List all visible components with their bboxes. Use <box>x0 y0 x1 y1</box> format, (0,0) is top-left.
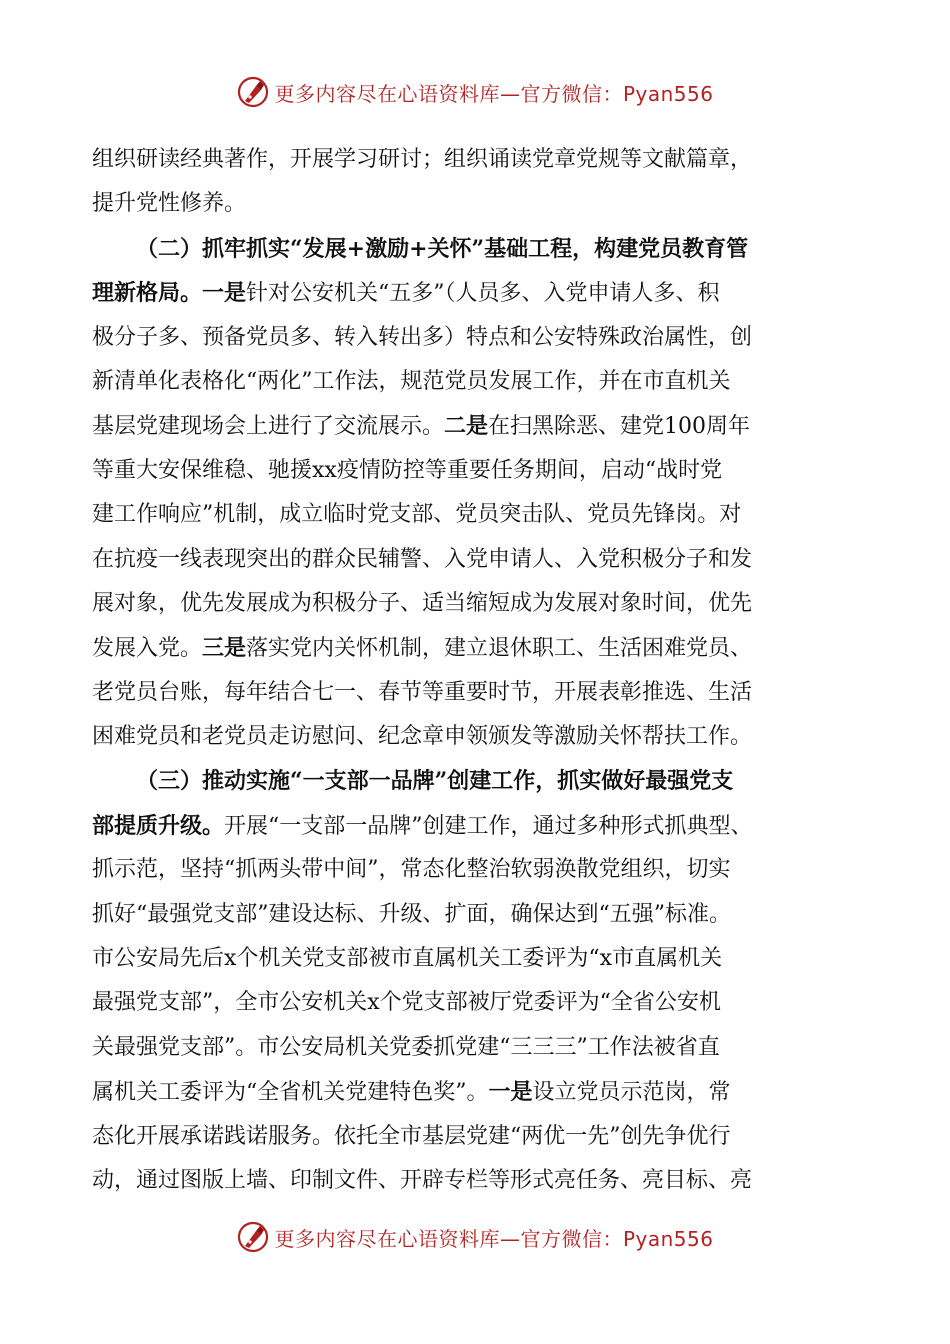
bold-text-segment: 二是 <box>444 413 489 440</box>
text-segment: 极分子多、预备党员多、转入转出多）特点和公安特殊政治属性，创 <box>92 324 753 350</box>
text-line <box>92 227 872 271</box>
text-segment: 困难党员和老党员走访慰问、纪念章申领颁发等激励关怀帮扶工作。 <box>92 724 753 750</box>
text-segment: 市公安局先后x个机关党支部被市直属机关工委评为“x市直属机关 <box>92 946 723 972</box>
text-segment: 针对公安机关“五多”（人员多、入党申请人多、积 <box>246 281 720 307</box>
pen-nib-logo-icon <box>236 75 270 109</box>
text-segment: 关最强党支部”。市公安局机关党委抓党建“三三三”工作法被省直 <box>92 1034 720 1060</box>
text-line <box>92 626 872 670</box>
document-body <box>92 138 872 1203</box>
text-line <box>92 182 872 226</box>
text-line <box>92 715 872 759</box>
text-segment: 组织研读经典著作，开展学习研讨；组织诵读党章党规等文献篇章， <box>92 147 753 172</box>
bold-text-segment: （三）推动实施“一支部一品牌”创建工作，抓实做好最强党支 <box>136 768 734 795</box>
watermark-text: 更多内容尽在心语资料库—官方微信：Pyan556 <box>274 1226 714 1251</box>
text-segment: 抓示范，坚持“抓两头带中间”，常态化整治软弱涣散党组织，切实 <box>92 857 731 883</box>
bold-text-segment: 一是 <box>202 280 247 307</box>
text-line <box>92 759 872 803</box>
text-segment: 在扫黑除恶、建党100周年 <box>488 414 751 440</box>
text-line <box>92 138 872 182</box>
text-line <box>92 893 872 937</box>
bold-text-segment: 部提质升级。 <box>92 812 225 839</box>
text-segment: 建工作响应”机制，成立临时党支部、党员突击队、党员先锋岗。对 <box>92 502 742 528</box>
text-segment: 等重大安保维稳、驰援xx疫情防控等重要任务期间，启动“战时党 <box>92 457 723 483</box>
text-segment: 发展入党。 <box>92 636 203 662</box>
text-line <box>92 1026 872 1070</box>
footer-watermark-banner <box>0 1217 950 1257</box>
paragraph <box>92 227 872 760</box>
text-segment: 新清单化表格化“两化”工作法，规范党员发展工作，并在市直机关 <box>92 368 731 394</box>
text-line <box>92 937 872 981</box>
text-segment: 抓好“最强党支部”建设达标、升级、扩面，确保达到“五强”标准。 <box>92 901 731 927</box>
text-segment: 落实党内关怀机制，建立退休职工、生活困难党员、 <box>246 636 753 662</box>
bold-text-segment: （二）抓牢抓实“发展+激励+关怀”基础工程，构建党员教育管 <box>136 235 749 262</box>
text-segment: 开展“一支部一品牌”创建工作，通过多种形式抓典型、 <box>224 813 753 839</box>
text-line <box>92 804 872 848</box>
text-line <box>92 1159 872 1203</box>
paragraph <box>92 759 872 1203</box>
pen-nib-logo-icon <box>236 1220 270 1254</box>
text-line <box>92 1070 872 1114</box>
text-line <box>92 404 872 448</box>
text-segment: 基层党建现场会上进行了交流展示。 <box>92 414 445 440</box>
text-line <box>92 981 872 1025</box>
text-segment: 老党员台账，每年结合七一、春节等重要时节，开展表彰推选、生活 <box>92 679 753 705</box>
header-watermark-banner <box>0 72 950 112</box>
paragraph <box>92 138 872 227</box>
text-segment: 展对象，优先发展成为积极分子、适当缩短成为发展对象时间，优先 <box>92 590 753 616</box>
text-line <box>92 493 872 537</box>
text-line <box>92 538 872 582</box>
text-segment: 最强党支部”，全市公安机关x个党支部被厅党委评为“全省公安机 <box>92 990 721 1016</box>
text-line <box>92 271 872 315</box>
text-line <box>92 316 872 360</box>
text-line <box>92 449 872 493</box>
bold-text-segment: 三是 <box>202 635 247 662</box>
text-segment: 属机关工委评为“全省机关党建特色奖”。 <box>92 1080 489 1106</box>
text-line <box>92 360 872 404</box>
watermark-text: 更多内容尽在心语资料库—官方微信：Pyan556 <box>274 81 714 106</box>
text-line <box>92 848 872 892</box>
text-segment: 提升党性修养。 <box>92 191 247 217</box>
text-segment: 动，通过图版上墙、印制文件、开辟专栏等形式亮任务、亮目标、亮 <box>92 1167 753 1193</box>
text-line <box>92 1115 872 1159</box>
text-segment: 在抗疫一线表现突出的群众民辅警、入党申请人、入党积极分子和发 <box>92 546 753 572</box>
text-segment: 设立党员示范岗，常 <box>532 1080 731 1106</box>
bold-text-segment: 理新格局。 <box>92 280 203 307</box>
text-line <box>92 582 872 626</box>
bold-text-segment: 一是 <box>488 1079 533 1106</box>
text-line <box>92 671 872 715</box>
text-segment: 态化开展承诺践诺服务。依托全市基层党建“两优一先”创先争优行 <box>92 1123 731 1149</box>
